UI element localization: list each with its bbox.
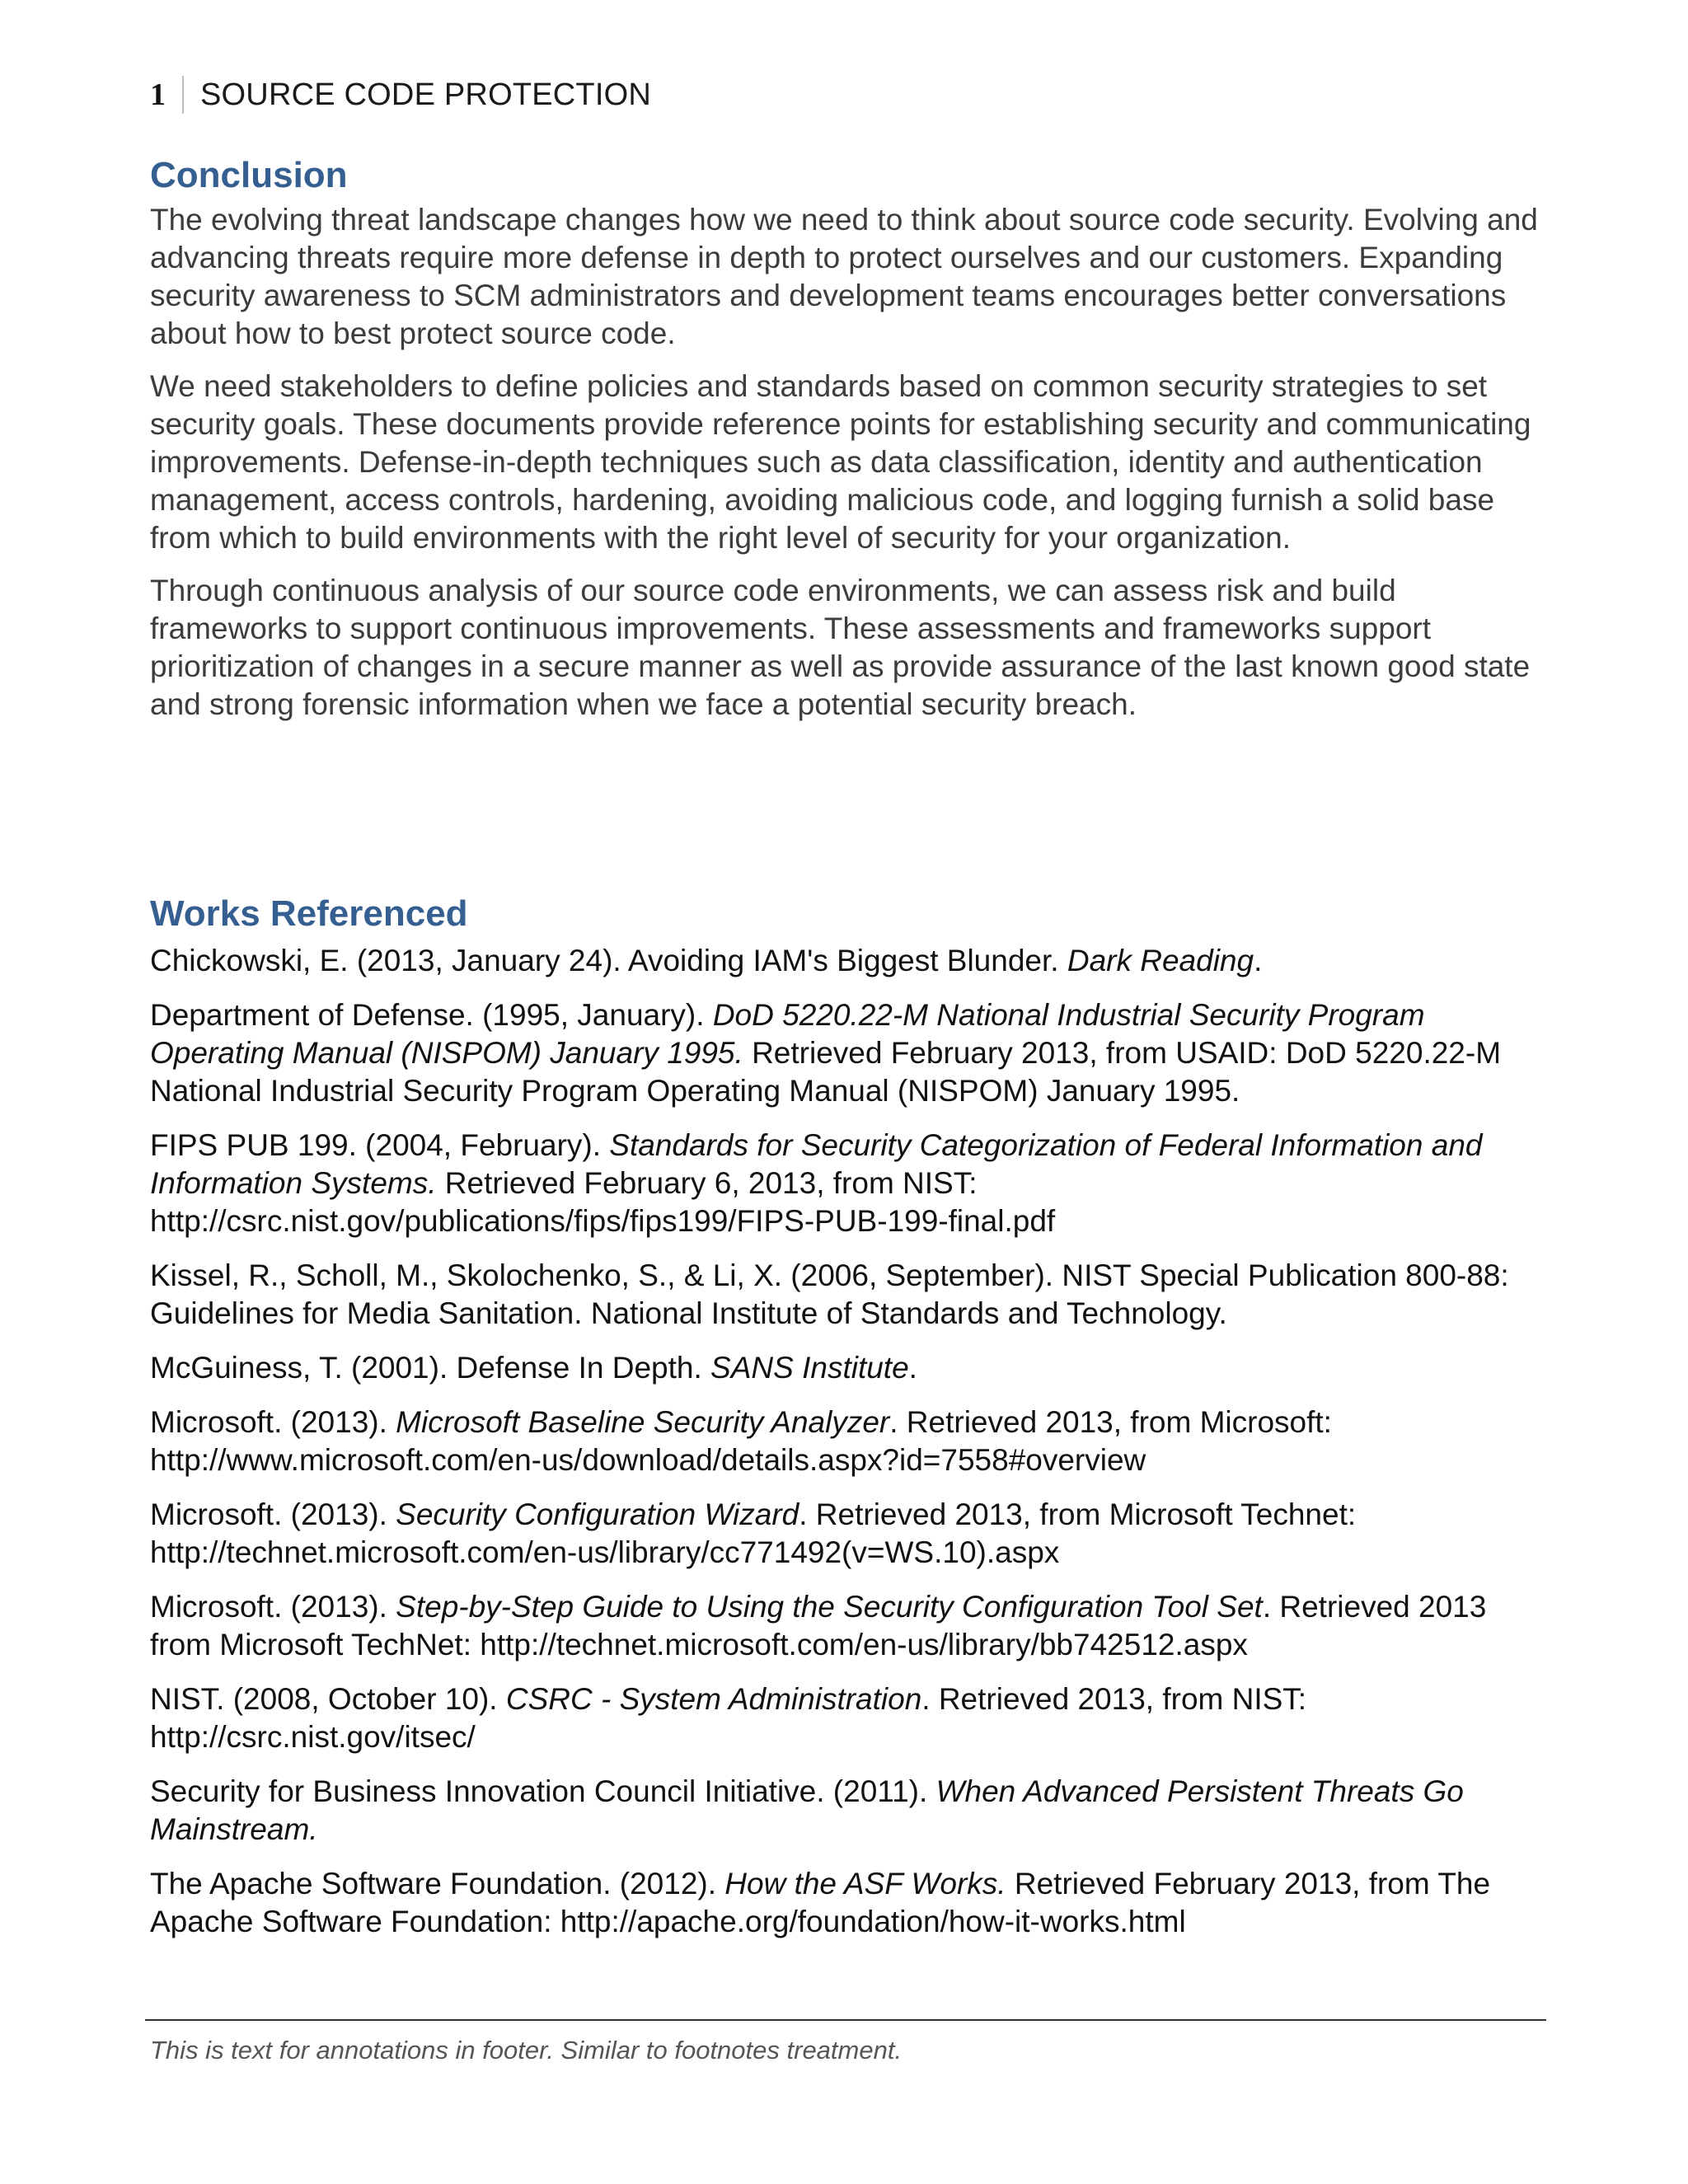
conclusion-body	[150, 201, 1551, 738]
reference-text: McGuiness, T. (2001). Defense In Depth.	[150, 1351, 711, 1385]
reference-text: . Retrieved 2013, from NIST: http://csrc.nist.gov/itsec/	[150, 1682, 1307, 1754]
reference-title: Security Configuration Wizard	[396, 1497, 799, 1531]
reference-entry	[150, 1127, 1551, 1240]
reference-entry	[150, 1257, 1551, 1333]
reference-text: Department of Defense. (1995, January).	[150, 998, 713, 1032]
reference-text: FIPS PUB 199. (2004, February).	[150, 1128, 610, 1162]
reference-entry	[150, 1865, 1551, 1941]
reference-entry	[150, 1588, 1551, 1664]
page-number: 1	[150, 76, 184, 114]
reference-text: Microsoft. (2013).	[150, 1405, 396, 1439]
reference-text: Security for Business Innovation Council Initiative. (2011).	[150, 1774, 936, 1808]
reference-text: Retrieved February 2013, from The Apache Software Foundation: http://apache.org/foundation/how-it-works.html	[150, 1867, 1491, 1938]
reference-title: CSRC - System Administration	[505, 1682, 922, 1716]
reference-entry	[150, 1404, 1551, 1479]
reference-title: Standards for Security Categorization of Federal Information and Information Systems.	[150, 1128, 1483, 1200]
reference-entry	[150, 1496, 1551, 1572]
reference-entry	[150, 1349, 1551, 1387]
reference-text: .	[1254, 944, 1263, 977]
footer-divider	[145, 2019, 1546, 2021]
reference-title: How the ASF Works.	[724, 1867, 1006, 1900]
reference-title: Step-by-Step Guide to Using the Security Configuration Tool Set	[396, 1590, 1263, 1624]
reference-entry	[150, 1680, 1551, 1756]
reference-list	[150, 942, 1551, 1957]
footer-note: This is text for annotations in footer. Similar to footnotes treatment.	[150, 2036, 903, 2064]
reference-text: . Retrieved 2013, from Microsoft Technet: http://technet.microsoft.com/en-us/library/cc771492(v=WS.10).aspx	[150, 1497, 1357, 1569]
reference-text: . Retrieved 2013, from Microsoft: http://www.microsoft.com/en-us/download/details.aspx?id=7558#overview	[150, 1405, 1332, 1477]
reference-text: The Apache Software Foundation. (2012).	[150, 1867, 725, 1900]
reference-text: .	[908, 1351, 917, 1385]
reference-text: Microsoft. (2013).	[150, 1590, 396, 1624]
reference-text: Microsoft. (2013).	[150, 1497, 396, 1531]
reference-text: Retrieved February 6, 2013, from NIST: http://csrc.nist.gov/publications/fips/fips199/FIPS-PUB-199-final.pdf	[150, 1166, 1056, 1238]
works-referenced-heading: Works Referenced	[150, 893, 468, 934]
reference-text: Chickowski, E. (2013, January 24). Avoiding IAM's Biggest Blunder.	[150, 944, 1067, 977]
reference-title: DoD 5220.22-M National Industrial Security Program Operating Manual (NISPOM) January 1995.	[150, 998, 1425, 1070]
reference-title: Dark Reading	[1067, 944, 1254, 977]
reference-entry	[150, 1773, 1551, 1849]
reference-text: Kissel, R., Scholl, M., Skolochenko, S., & Li, X. (2006, September). NIST Special Publication 800-88: Guidelines for Media Sanitation. National Institute of Standards and Technology.	[150, 1258, 1509, 1330]
conclusion-paragraph: We need stakeholders to define policies and standards based on common security strategies to set security goals. These documents provide reference points for establishing security and communicating improvements. Defense-in-depth techniques such as data classification, identity and authentication management, access controls, hardening, avoiding malicious code, and logging furnish a solid base from which to build environments with the right level of security for your organization.	[150, 369, 1531, 555]
reference-title: Microsoft Baseline Security Analyzer	[396, 1405, 890, 1439]
reference-entry	[150, 942, 1551, 980]
conclusion-heading: Conclusion	[150, 155, 348, 195]
reference-entry	[150, 996, 1551, 1110]
reference-title: When Advanced Persistent Threats Go Mainstream.	[150, 1774, 1464, 1846]
reference-title: SANS Institute	[710, 1351, 909, 1385]
reference-text: NIST. (2008, October 10).	[150, 1682, 506, 1716]
conclusion-paragraph: The evolving threat landscape changes how we need to think about source code security. Evolving and advancing threats require more defense in depth to protect ourselves and our customers. Expanding security awareness to SCM administrators and development teams encourages better conversations about how to best protect source code.	[150, 203, 1538, 350]
page-header	[150, 76, 651, 114]
running-title: SOURCE CODE PROTECTION	[200, 77, 651, 112]
conclusion-paragraph: Through continuous analysis of our source code environments, we can assess risk and build frameworks to support continuous improvements. These assessments and frameworks support prioritization of changes in a secure manner as well as provide assurance of the last known good state and strong forensic information when we face a potential security breach.	[150, 574, 1531, 721]
reference-text: . Retrieved 2013 from Microsoft TechNet: http://technet.microsoft.com/en-us/library/bb742512.aspx	[150, 1590, 1487, 1661]
reference-text: Retrieved February 2013, from USAID: DoD 5220.22-M National Industrial Security Program Operating Manual (NISPOM) January 1995.	[150, 1036, 1502, 1108]
